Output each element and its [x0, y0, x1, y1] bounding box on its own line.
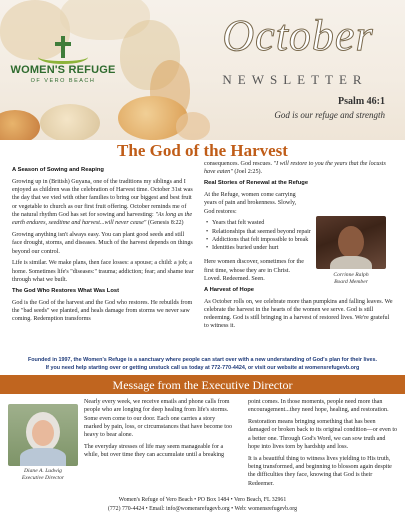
section-heading: A Harvest of Hope: [204, 286, 255, 293]
exec-section-title: Message from the Executive Director: [112, 378, 293, 392]
list-item: • Relationships that seemed beyond repair: [212, 228, 322, 236]
newsletter-month: October: [222, 11, 374, 60]
founded-statement: Founded in 1997, the Women's Refuge is a sanctuary where people can start over with a new understanding of God's plan for their lives. If you need help starting over or getting unstuck call us today at 772-770-4424, or visit our website at womensrefugevb.org: [27, 357, 378, 371]
paragraph: consequences. God rescues. "I will restore to you the years that the locusts have eaten" (Joel 2:25).: [204, 161, 386, 176]
board-member-caption: Corrinne Ralph Board Member: [333, 272, 369, 285]
paragraph: It is a beautiful thing to witness lives yielding to His truth, being transformed, and beginning to blossom again despite the difficulties they face, knowing that God is their Redeemer.: [248, 455, 392, 487]
pumpkin-image: [40, 104, 100, 140]
org-logo: [8, 36, 118, 88]
portrait-shoulders: [330, 256, 372, 269]
paragraph: Here women discover, sometimes for the first time, whose they are in Christ. Loved. Redeemed. Seen.: [204, 259, 304, 282]
exec-column-right: [248, 398, 398, 491]
paragraph: Restoration means bringing something that has been damaged or broken back to its original condition—or even to a better one. Through God's Word, we can sow truth and hope into lives torn by hardship and loss.: [248, 419, 398, 450]
contact-footer: Women's Refuge of Vero Beach • PO Box 1484 • Vero Beach, FL 32961 (772) 770-4424 • Email: info@womensrefugevb.org • Web: womensrefugevb.org: [107, 497, 298, 512]
paragraph: Growing anything isn't always easy. You can plant good seeds and still face drought, storms, and diseases. Much of the harvest depends on things beyond our control.: [12, 232, 193, 255]
org-name: WOMEN'S REFUGE: [10, 64, 116, 76]
restore-list: [212, 219, 322, 252]
paragraph: point comes. In those moments, people need more than encouragement...they need hope, healing, and restoration.: [248, 399, 389, 414]
portrait-face: [338, 226, 364, 258]
swoosh-icon: [38, 50, 88, 64]
newsletter-label: NEWSLETTER: [222, 72, 368, 87]
psalm-reference: Psalm 46:1: [338, 96, 385, 107]
section-heading: The God Who Restores What Was Lost: [12, 287, 120, 294]
paragraph: Life is similar. We make plans, then face losses: a spouse; a child: a job; a home. Sometimes life's "diseases:" trauma; addiction; fear; and shame tear through what we built.: [12, 260, 194, 283]
exec-column-left: [84, 398, 234, 463]
paragraph: The everyday stresses of life may seem manageable for a while, but over time they can accumulate until a breaking: [84, 443, 225, 459]
paragraph: As October rolls on, we celebrate more than pumpkins and falling leaves. We celebrate the harvest in the hearts of the women we serve. God is still redeeming. God is still bringing in a harvest of restored lives. We're grateful to witness it.: [204, 298, 393, 330]
portrait-face: [32, 420, 54, 446]
list-item: • Addictions that felt impossible to break: [212, 236, 322, 244]
executive-director-caption: Diane A. Ludwig Executive Director: [21, 468, 65, 481]
section-heading: A Season of Sowing and Reaping: [12, 167, 104, 173]
org-location: OF VERO BEACH: [30, 78, 96, 84]
list-item: • Identities buried under hurt: [212, 244, 322, 252]
psalm-verse: God is our refuge and strength: [274, 110, 385, 120]
article-column-left: [12, 164, 195, 327]
leaf-decoration: [176, 112, 210, 140]
board-member-photo: [316, 216, 386, 269]
paragraph: Growing up in (British) Guyana, one of the traditions my siblings and I enjoyed as children was the celebration of Harvest time. October 31st was the day that we vied with other families to bring our biggest and best fruit or vegetable to church as our first fruit offering. October reminds me of the natural rhythm God has set for sowing and harvesting: "As long as the earth endures, seedtime and harvest...will never cease" (Genesis 8:22): [12, 178, 193, 227]
header-banner: [0, 0, 405, 140]
pumpkin-image: [0, 110, 40, 140]
section-heading: Real Stories of Renewal at the Refuge: [204, 180, 309, 187]
paragraph: At the Refuge, women come carrying years of pain and brokenness. Slowly, God restores:: [204, 191, 297, 215]
paragraph: God is the God of the harvest and the God who restores. He rebuilds from the "bad seeds" we planted, and heals damage from storms we never saw coming. Redemption transforms: [12, 299, 193, 323]
article-headline: The God of the Harvest: [117, 141, 288, 160]
executive-director-photo: [8, 404, 78, 466]
list-item: • Years that felt wasted: [212, 219, 322, 227]
paragraph: Nearly every week, we receive emails and phone calls from people who are longing for deep healing from life's storms. Some even come to our door. Each one carries a story marked by pain, loss, or circumstances that have become too heavy to bear alone.: [84, 399, 233, 439]
portrait-shoulders: [20, 448, 66, 466]
